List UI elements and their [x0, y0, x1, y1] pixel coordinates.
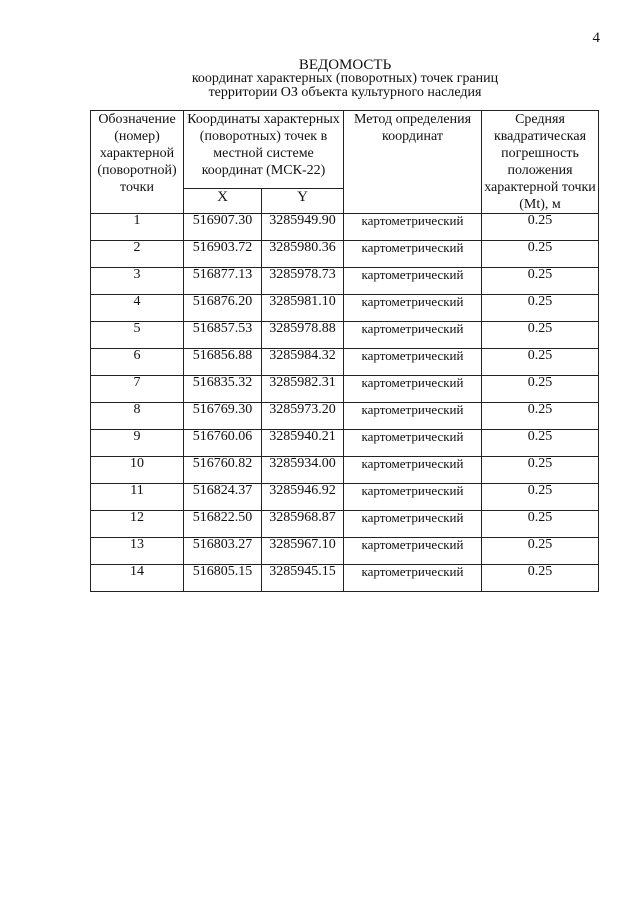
cell-x: 516805.15	[184, 565, 262, 592]
cell-x: 516835.32	[184, 376, 262, 403]
cell-x: 516760.06	[184, 430, 262, 457]
cell-accuracy: 0.25	[482, 565, 599, 592]
cell-x: 516857.53	[184, 322, 262, 349]
document-subtitle-line-2: территории ОЗ объекта культурного наследия	[208, 85, 482, 100]
cell-accuracy: 0.25	[482, 457, 599, 484]
cell-y: 3285984.32	[262, 349, 344, 376]
cell-point-number: 6	[91, 349, 184, 376]
cell-method: картометрический	[344, 376, 482, 403]
cell-x: 516856.88	[184, 349, 262, 376]
cell-point-number: 12	[91, 511, 184, 538]
table-row	[91, 241, 599, 268]
cell-method: картометрический	[344, 538, 482, 565]
header-y: Y	[262, 189, 344, 214]
document-title-block	[150, 58, 540, 100]
table-row	[91, 484, 599, 511]
cell-point-number: 7	[91, 376, 184, 403]
cell-point-number: 2	[91, 241, 184, 268]
table-row	[91, 322, 599, 349]
cell-y: 3285934.00	[262, 457, 344, 484]
cell-accuracy: 0.25	[482, 214, 599, 241]
table-row	[91, 511, 599, 538]
cell-point-number: 10	[91, 457, 184, 484]
cell-x: 516907.30	[184, 214, 262, 241]
cell-accuracy: 0.25	[482, 538, 599, 565]
cell-point-number: 8	[91, 403, 184, 430]
cell-method: картометрический	[344, 349, 482, 376]
header-point-number: Обозначение (номер) характерной (поворотной) точки	[91, 111, 184, 214]
cell-method: картометрический	[344, 268, 482, 295]
cell-y: 3285940.21	[262, 430, 344, 457]
table-row	[91, 565, 599, 592]
cell-accuracy: 0.25	[482, 376, 599, 403]
cell-x: 516877.13	[184, 268, 262, 295]
cell-method: картометрический	[344, 484, 482, 511]
cell-point-number: 1	[91, 214, 184, 241]
cell-point-number: 9	[91, 430, 184, 457]
cell-method: картометрический	[344, 322, 482, 349]
cell-method: картометрический	[344, 295, 482, 322]
header-accuracy: Средняя квадратическая погрешность положения характерной точки (Mt), м	[482, 111, 599, 214]
cell-accuracy: 0.25	[482, 484, 599, 511]
cell-x: 516903.72	[184, 241, 262, 268]
table-row	[91, 538, 599, 565]
cell-y: 3285978.88	[262, 322, 344, 349]
cell-y: 3285978.73	[262, 268, 344, 295]
cell-accuracy: 0.25	[482, 430, 599, 457]
cell-point-number: 13	[91, 538, 184, 565]
cell-x: 516803.27	[184, 538, 262, 565]
cell-method: картометрический	[344, 241, 482, 268]
table-body	[91, 214, 599, 592]
header-method: Метод определения координат	[344, 111, 482, 214]
document-subtitle-line-1: координат характерных (поворотных) точек границ	[191, 71, 499, 86]
cell-y: 3285982.31	[262, 376, 344, 403]
cell-y: 3285980.36	[262, 241, 344, 268]
table-row	[91, 403, 599, 430]
cell-method: картометрический	[344, 430, 482, 457]
table-row	[91, 295, 599, 322]
cell-point-number: 4	[91, 295, 184, 322]
cell-y: 3285945.15	[262, 565, 344, 592]
document-title: ВЕДОМОСТЬ	[298, 57, 392, 73]
cell-method: картометрический	[344, 403, 482, 430]
cell-x: 516769.30	[184, 403, 262, 430]
header-x: X	[184, 189, 262, 214]
cell-method: картометрический	[344, 214, 482, 241]
cell-y: 3285946.92	[262, 484, 344, 511]
header-coordinates: Координаты характерных (поворотных) точек в местной системе координат (МСК-22)	[184, 111, 344, 189]
cell-x: 516824.37	[184, 484, 262, 511]
cell-y: 3285968.87	[262, 511, 344, 538]
cell-accuracy: 0.25	[482, 403, 599, 430]
table-row	[91, 349, 599, 376]
cell-y: 3285949.90	[262, 214, 344, 241]
table-header	[91, 111, 599, 214]
cell-point-number: 3	[91, 268, 184, 295]
cell-y: 3285967.10	[262, 538, 344, 565]
table-row	[91, 457, 599, 484]
cell-x: 516760.82	[184, 457, 262, 484]
coordinates-table	[90, 110, 599, 592]
table-row	[91, 214, 599, 241]
cell-accuracy: 0.25	[482, 322, 599, 349]
cell-method: картометрический	[344, 511, 482, 538]
cell-x: 516876.20	[184, 295, 262, 322]
cell-method: картометрический	[344, 565, 482, 592]
cell-accuracy: 0.25	[482, 511, 599, 538]
cell-accuracy: 0.25	[482, 268, 599, 295]
cell-point-number: 11	[91, 484, 184, 511]
cell-accuracy: 0.25	[482, 295, 599, 322]
table-row	[91, 376, 599, 403]
cell-method: картометрический	[344, 457, 482, 484]
cell-accuracy: 0.25	[482, 241, 599, 268]
cell-point-number: 5	[91, 322, 184, 349]
cell-y: 3285981.10	[262, 295, 344, 322]
cell-y: 3285973.20	[262, 403, 344, 430]
cell-x: 516822.50	[184, 511, 262, 538]
table-row	[91, 268, 599, 295]
table-row	[91, 430, 599, 457]
cell-point-number: 14	[91, 565, 184, 592]
cell-accuracy: 0.25	[482, 349, 599, 376]
page-number: 4	[592, 30, 600, 46]
